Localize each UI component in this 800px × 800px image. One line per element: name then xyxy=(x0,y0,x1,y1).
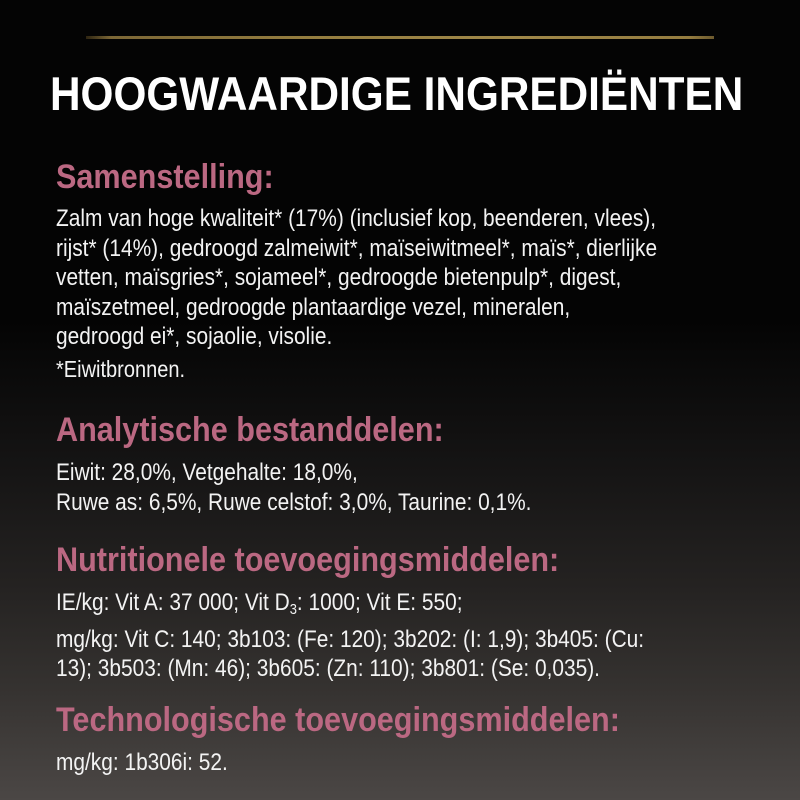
body-line: mg/kg: 1b306i: 52. xyxy=(56,749,228,776)
section-analytische-bestanddelen xyxy=(56,411,603,517)
vitamins-line-part1: IE/kg: Vit A: 37 000; Vit D xyxy=(56,589,290,616)
analytische-heading: Analytische bestanddelen: xyxy=(56,411,444,449)
body-line: Zalm van hoge kwaliteit* (17%) (inclusief kop, beenderen, vlees), xyxy=(56,205,657,232)
body-line: 13); 3b503: (Mn: 46); 3b605: (Zn: 110); 3b801: (Se: 0,035). xyxy=(56,655,600,683)
vitamins-line xyxy=(56,588,644,625)
analytische-body xyxy=(56,458,531,517)
body-line: Ruwe as: 6,5%, Ruwe celstof: 3,0%, Taurine: 0,1%. xyxy=(56,488,532,516)
section-nutritionele-toevoegingsmiddelen xyxy=(56,541,732,683)
nutritionele-body xyxy=(56,588,644,683)
section-technologische-toevoegingsmiddelen xyxy=(56,701,683,778)
nutritionele-heading: Nutritionele toevoegingsmiddelen: xyxy=(56,541,560,579)
samenstelling-body xyxy=(56,204,657,384)
vitamins-line-part2: : 1000; Vit E: 550; xyxy=(296,589,463,616)
protein-sources-footnote: *Eiwitbronnen. xyxy=(56,355,186,382)
page-title: HOOGWAARDIGE INGREDIËNTEN xyxy=(50,67,744,120)
gold-divider xyxy=(86,36,714,39)
technologische-body xyxy=(56,748,601,778)
samenstelling-heading: Samenstelling: xyxy=(56,158,274,196)
body-line: Eiwit: 28,0%, Vetgehalte: 18,0%, xyxy=(56,459,358,486)
body-line: maïszetmeel, gedroogde plantaardige vezel, mineralen, xyxy=(56,293,571,321)
body-line: vetten, maïsgries*, sojameel*, gedroogde bietenpulp*, digest, xyxy=(56,264,622,291)
technologische-heading: Technologische toevoegingsmiddelen: xyxy=(56,701,620,739)
section-samenstelling xyxy=(56,158,747,384)
body-line: rijst* (14%), gedroogd zalmeiwit*, maïseiwitmeel*, maïs*, dierlijke xyxy=(56,234,658,262)
vitamin-d3-subscript: 3 xyxy=(289,602,297,619)
body-line: gedroogd ei*, sojaolie, visolie. xyxy=(56,323,333,350)
body-line: mg/kg: Vit C: 140; 3b103: (Fe: 120); 3b202: (I: 1,9); 3b405: (Cu: xyxy=(56,626,645,654)
